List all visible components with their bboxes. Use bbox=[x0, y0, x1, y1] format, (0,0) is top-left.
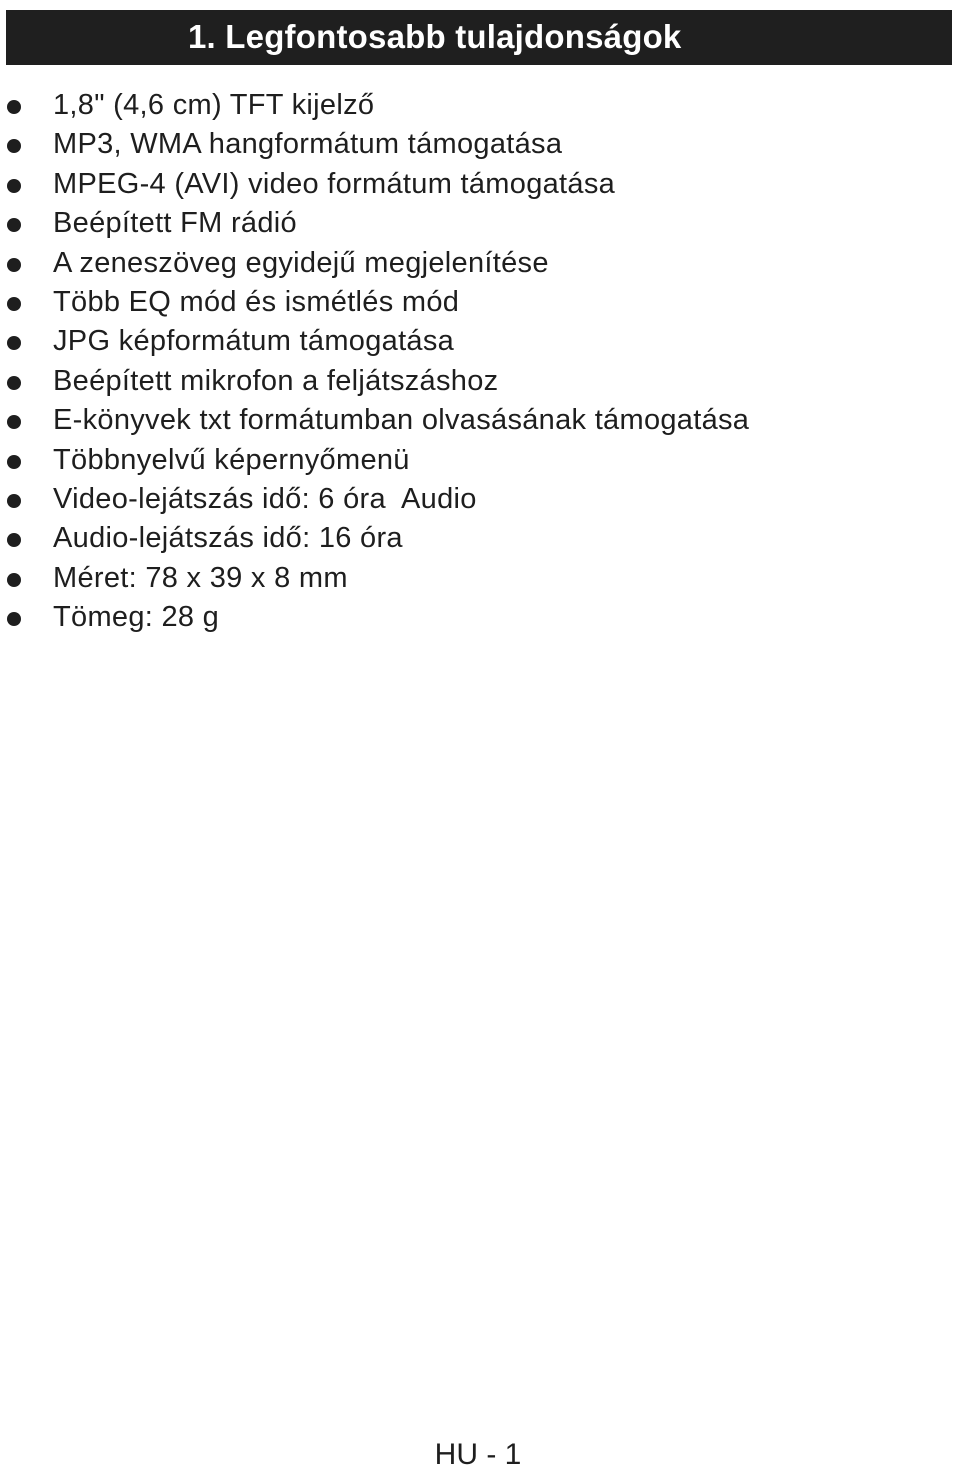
bullet-icon bbox=[7, 415, 21, 429]
feature-text: Audio-lejátszás idő: 16 óra bbox=[53, 522, 403, 555]
bullet-icon bbox=[7, 218, 21, 232]
feature-text: A zeneszöveg egyidejű megjelenítése bbox=[53, 246, 549, 279]
feature-text: Tömeg: 28 g bbox=[53, 601, 220, 634]
list-item bbox=[0, 598, 960, 637]
list-item bbox=[0, 362, 960, 401]
feature-text: Több EQ mód és ismétlés mód bbox=[53, 285, 460, 318]
list-item bbox=[0, 559, 960, 598]
feature-text: Többnyelvű képernyőmenü bbox=[53, 443, 410, 476]
list-item bbox=[0, 165, 960, 204]
feature-text: MP3, WMA hangformátum támogatása bbox=[53, 128, 563, 161]
list-item bbox=[0, 204, 960, 243]
list-item bbox=[0, 322, 960, 361]
feature-text: Video-lejátszás idő: 6 óra Audio bbox=[53, 482, 477, 515]
bullet-icon bbox=[7, 100, 21, 114]
page-number-label: HU - 1 bbox=[434, 1438, 522, 1471]
bullet-icon bbox=[7, 297, 21, 311]
page-number bbox=[0, 1437, 960, 1473]
list-item bbox=[0, 244, 960, 283]
section-title: 1. Legfontosabb tulajdonságok bbox=[188, 18, 682, 55]
bullet-icon bbox=[7, 336, 21, 350]
list-item bbox=[0, 125, 960, 164]
feature-text: Méret: 78 x 39 x 8 mm bbox=[53, 561, 348, 594]
bullet-icon bbox=[7, 179, 21, 193]
feature-text: 1,8" (4,6 cm) TFT kijelző bbox=[53, 89, 375, 121]
list-item bbox=[0, 441, 960, 480]
feature-list bbox=[0, 86, 960, 637]
bullet-icon bbox=[7, 139, 21, 153]
bullet-icon bbox=[7, 494, 21, 508]
feature-text: MPEG-4 (AVI) video formátum támogatása bbox=[53, 167, 616, 200]
list-item bbox=[0, 86, 960, 125]
list-item bbox=[0, 519, 960, 558]
bullet-icon bbox=[7, 573, 21, 587]
list-item bbox=[0, 283, 960, 322]
list-item bbox=[0, 480, 960, 519]
feature-text: Beépített mikrofon a feljátszáshoz bbox=[53, 364, 499, 397]
bullet-icon bbox=[7, 533, 21, 547]
bullet-icon bbox=[7, 612, 21, 626]
feature-text: JPG képformátum támogatása bbox=[53, 325, 455, 358]
feature-text: E-könyvek txt formátumban olvasásának támogatása bbox=[53, 404, 750, 437]
feature-text: Beépített FM rádió bbox=[53, 207, 297, 240]
bullet-icon bbox=[7, 455, 21, 469]
list-item bbox=[0, 401, 960, 440]
bullet-icon bbox=[7, 376, 21, 390]
bullet-icon bbox=[7, 258, 21, 272]
